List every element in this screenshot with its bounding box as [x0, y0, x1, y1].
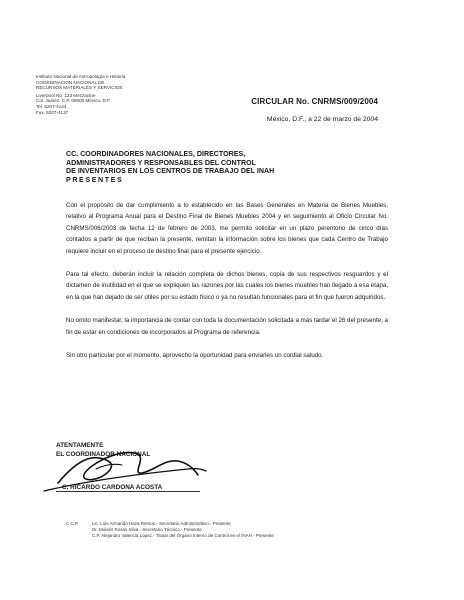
signer-name: C. RICARDO CARDONA ACOSTA	[62, 484, 163, 491]
ccp-recipient: C.P. Alejandro Valencia López.- Titular del Órgano Interno de Control en el INAH.- Presente	[92, 533, 274, 538]
letterhead-address-line: Liverpool No. 123 Mezzanine	[36, 92, 96, 98]
letterhead-line: Instituto Nacional de Antropología e Historia	[36, 74, 126, 79]
letterhead-phone: Tel. 5207-4144	[36, 103, 67, 109]
circular-number: CIRCULAR No. CNRMS/009/2004	[251, 97, 378, 106]
ccp-list	[92, 521, 422, 539]
letterhead	[36, 74, 186, 115]
letterhead-fax: Fax. 5207-4137	[36, 109, 69, 115]
addressee-block	[66, 150, 396, 184]
addressee-line: DE INVENTARIOS EN LOS CENTROS DE TRABAJO DEL INAH	[66, 167, 275, 176]
ccp-label: C.C.P.	[66, 521, 79, 526]
signature-block	[56, 439, 256, 499]
signature-rule	[56, 491, 200, 492]
letter-body	[66, 200, 388, 361]
body-paragraph: Para tal efecto, deberán incluir la relación completa de dichos bienes, copia de sus respectivos resguardos y el dictamen de inutilidad en el que se expliquen las razones por las cuales los bienes muebles han llegado a esa etapa, en la que han dejado de ser útiles por su estado físico o ya no resultan funcionales para el fin que fueron adquiridos.	[66, 271, 388, 301]
signer-title: EL COORDINADOR NACIONAL	[56, 451, 151, 458]
closing-text: ATENTAMENTE	[56, 442, 104, 449]
body-paragraph: No omito manifestar, la importancia de contar con toda la documentación solicitada a más tardar el 26 del presente, a fin de estar en condiciones de incorporarlos al Programa de referencia.	[66, 317, 388, 336]
addressee-presentes: PRESENTES	[66, 175, 124, 184]
addressee-line: ADMINISTRADORES Y RESPONSABLES DEL CONTROL	[66, 158, 256, 167]
ccp-recipient: Lic. Luis Armando Haza Remus.- Secretario Administrativo.- Presente	[92, 521, 231, 526]
letterhead-line: COORDINACION NACIONAL DE	[36, 79, 105, 85]
letterhead-address-line: Col. Juárez, C.P. 06600 México, D.F.	[36, 98, 111, 104]
addressee-line: CC. COORDINADORES NACIONALES, DIRECTORES,	[66, 150, 246, 158]
body-paragraph: Sin otro particular por el momento, aprovecho la oportunidad para enviarles un cordial saludo.	[66, 352, 324, 360]
place-date: México, D.F., a 22 de marzo de 2004	[266, 116, 378, 123]
body-paragraph: Con el propósito de dar cumplimiento a lo establecido en las Bases Generales en Materia de Bienes Muebles, relativo al Programa Anual para el Destino Final de Bienes Muebles 2004 y en seguimiento al Oficio Circular No. CNRMS/006/2003 de fecha 12 de febrero de 2003, me permito solicitar en un plazo perentorio de cinco días contados a partir de que reciban la presente, remitan la información sobre los bienes que cada Centro de Trabajo requiere incluir en el proceso de destino final para el presente ejercicio.	[66, 202, 388, 255]
ccp-recipient: Dr. Moisés Rosas Silva.- Secretario Técnico.- Presente	[92, 527, 202, 532]
letterhead-line: RECURSOS MATERIALES Y SERVICIOS	[36, 85, 123, 91]
